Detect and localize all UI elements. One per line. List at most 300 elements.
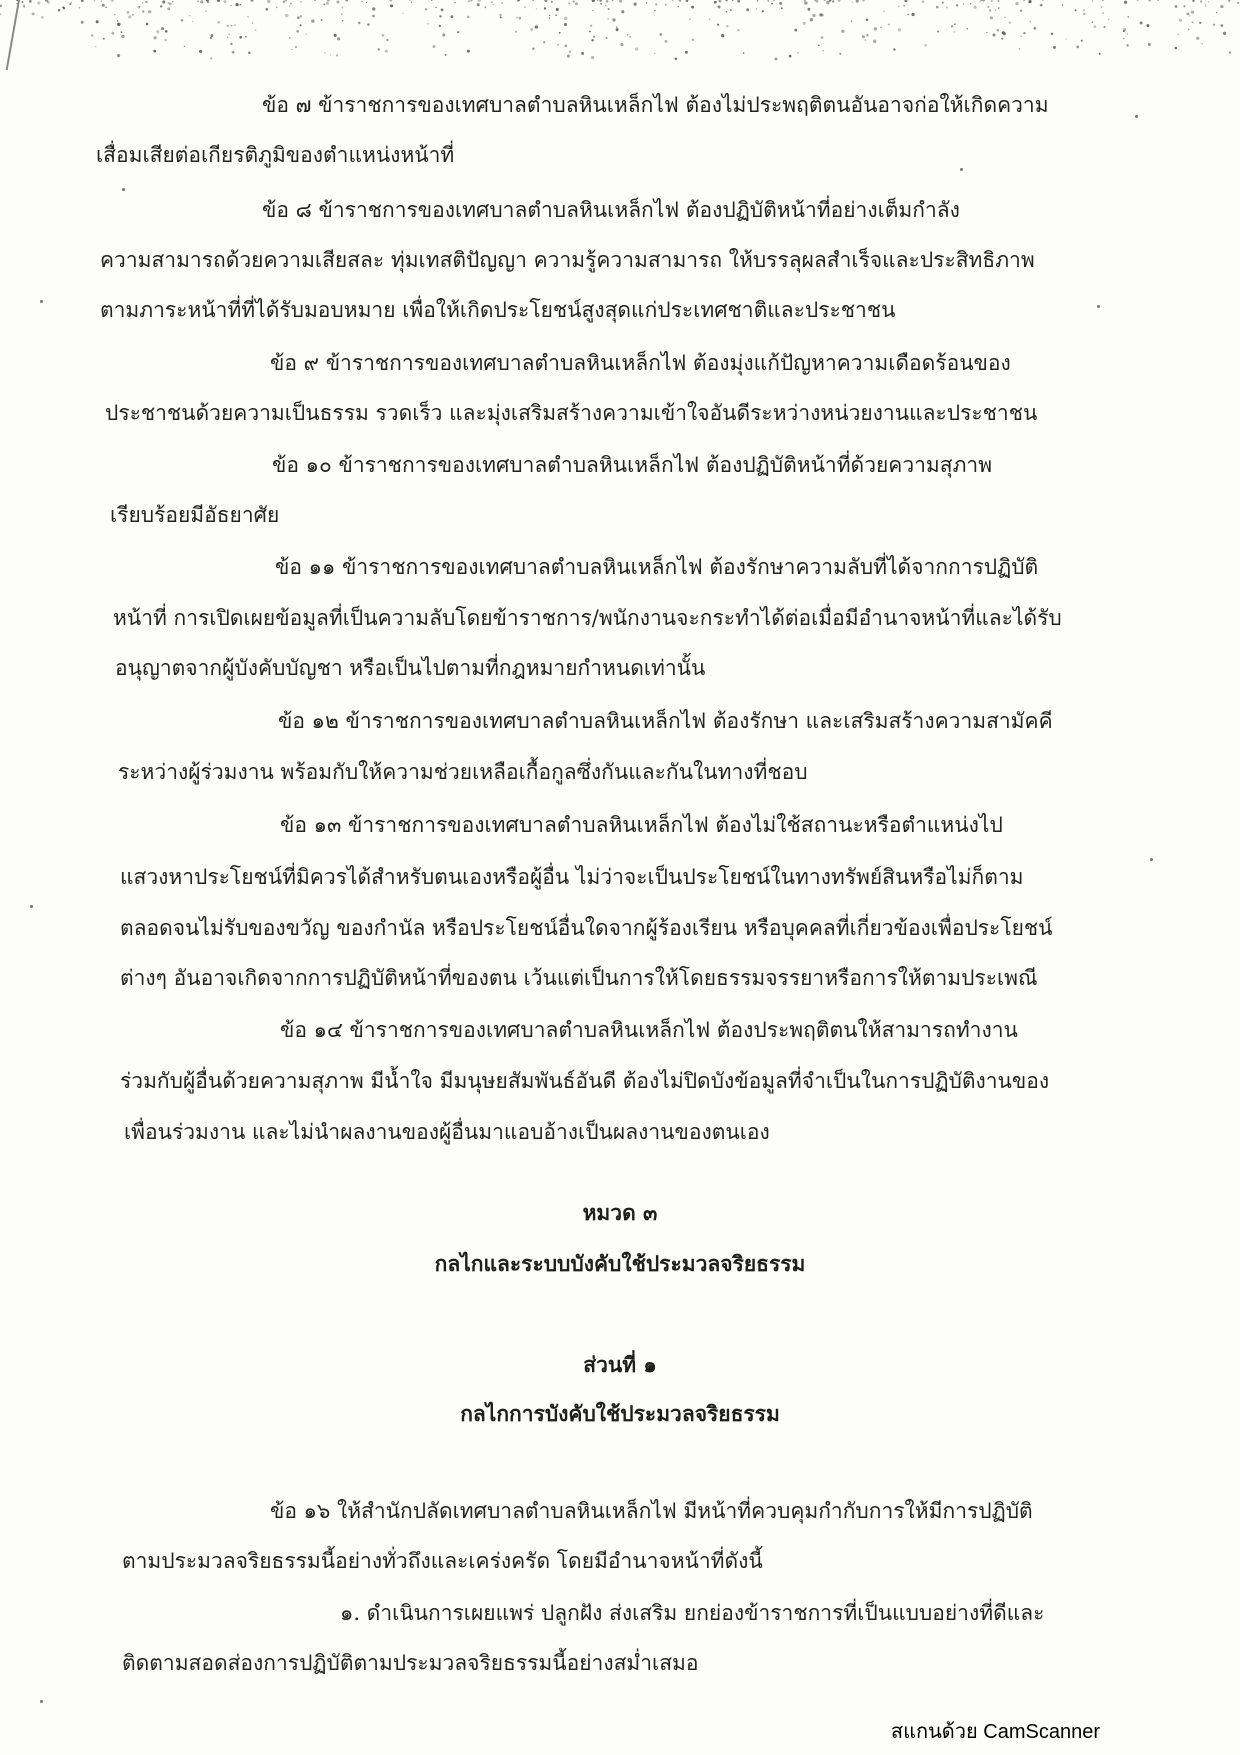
scan-speckle [411, 1, 412, 2]
scan-speckle [605, 5, 606, 6]
scan-speckle [300, 24, 302, 26]
line-23: ตามประมวลจริยธรรมนี้อย่างทั่วถึงและเคร่งครัด โดยมีอำนาจหน้าที่ดังนี้ [122, 1549, 763, 1573]
scan-speckle [803, 22, 806, 25]
scan-speckle [709, 19, 710, 20]
scan-speckle [290, 3, 292, 5]
scan-speckle [425, 8, 427, 10]
scan-speckle [756, 8, 757, 9]
scan-speckle [543, 41, 545, 43]
scan-speckle [232, 51, 235, 54]
scan-speckle [515, 31, 517, 33]
scan-speckle [956, 4, 959, 7]
scan-speckle [880, 27, 881, 28]
scan-speckle [103, 38, 105, 40]
scan-speckle [743, 52, 744, 53]
scan-speckle [442, 34, 445, 37]
scan-speckle [156, 30, 159, 33]
scan-speckle [575, 2, 578, 5]
scan-speckle [532, 0, 533, 1]
scan-speckle [567, 55, 570, 58]
scan-speckle [121, 35, 124, 38]
scan-speckle [1081, 40, 1083, 42]
scan-speckle [300, 1, 302, 3]
scan-speckle [1237, 2, 1239, 4]
scan-speckle [797, 52, 798, 53]
scan-speckle [1015, 2, 1018, 5]
scan-speckle [990, 16, 993, 19]
scan-speckle [1021, 36, 1022, 37]
scan-speckle [1220, 5, 1223, 8]
scan-speckle [91, 34, 94, 37]
scan-speckle [296, 30, 299, 33]
scan-speckle [199, 50, 202, 53]
line-10: ข้อ ๑๑ ข้าราชการของเทศบาลตำบลหินเหล็กไฟ ต้องรักษาความลับที่ได้จากการปฏิบัติ [275, 555, 1039, 579]
scan-speckle [385, 49, 388, 52]
section-heading: ส่วนที่ ๑ [583, 1352, 657, 1377]
scan-speckle [725, 0, 727, 1]
line-9: เรียบร้อยมีอัธยาศัย [110, 503, 280, 527]
scan-speckle [951, 25, 953, 27]
line-22: ข้อ ๑๖ ให้สำนักปลัดเทศบาลตำบลหินเหล็กไฟ มีหน้าที่ควบคุมกำกับการให้มีการปฏิบัติ [270, 1499, 1033, 1523]
scan-dot [1135, 115, 1138, 118]
scan-speckle [883, 11, 885, 13]
scan-speckle [1030, 21, 1031, 22]
scan-speckle [1208, 1, 1209, 2]
line-24: ๑. ดำเนินการเผยแพร่ ปลูกฝัง ส่งเสริม ยกย่องข้าราชการที่เป็นแบบอย่างที่ดีและ [340, 1601, 1045, 1625]
scan-speckle [823, 50, 824, 51]
scan-speckle [973, 6, 976, 9]
scan-speckle [549, 17, 550, 18]
scan-speckle [94, 0, 96, 2]
scan-speckle [1199, 22, 1201, 24]
scan-speckle [500, 16, 502, 18]
scan-speckle [986, 32, 987, 33]
scan-speckle [230, 5, 231, 6]
scan-speckle [635, 47, 638, 50]
scan-speckle [619, 0, 622, 3]
scan-speckle [366, 2, 367, 3]
scan-speckle [852, 1, 853, 2]
scan-speckle [167, 7, 170, 10]
scan-speckle [517, 0, 519, 2]
scan-speckle [184, 46, 185, 47]
line-6: ข้อ ๙ ข้าราชการของเทศบาลตำบลหินเหล็กไฟ ต้องมุ่งแก้ปัญหาความเดือดร้อนของ [270, 351, 1011, 375]
scan-speckle [732, 0, 734, 1]
scan-speckle [781, 7, 783, 9]
scan-speckle [295, 46, 297, 48]
scan-speckle [519, 17, 522, 20]
scan-speckle [839, 53, 841, 55]
scan-speckle [665, 4, 667, 6]
line-4: ความสามารถด้วยความเสียสละ ทุ่มเทสติปัญญา ความรู้ความสามารถ ให้บรรลุผลสำเร็จและประสิทธิภาพ [100, 248, 1035, 272]
scan-speckle [1092, 21, 1094, 23]
scan-speckle [470, 0, 472, 2]
scan-speckle [922, 0, 925, 3]
scan-speckle [675, 58, 678, 61]
scan-speckle [95, 46, 96, 47]
scan-speckle [1140, 22, 1143, 25]
scan-speckle [117, 54, 120, 57]
scan-speckle [832, 0, 834, 2]
scan-speckle [29, 0, 32, 3]
scan-speckle [32, 12, 35, 15]
scan-speckle [165, 30, 168, 33]
scan-speckle [267, 0, 270, 3]
scan-speckle [321, 19, 323, 21]
scan-speckle [737, 0, 740, 3]
scan-speckle [1094, 25, 1097, 28]
scan-speckle [342, 20, 344, 22]
scan-speckle [685, 51, 688, 54]
scan-speckle [556, 8, 559, 11]
scan-speckle [862, 35, 865, 38]
scan-speckle [655, 3, 657, 5]
scan-speckle [138, 6, 141, 9]
chapter-title: กลไกและระบบบังคับใช้ประมวลจริยธรรม [434, 1251, 806, 1276]
scan-speckle [1042, 0, 1044, 1]
scan-speckle [245, 36, 247, 38]
scan-speckle [210, 37, 212, 39]
scan-speckle [564, 17, 567, 20]
scan-speckle [1188, 29, 1190, 31]
scan-speckle [102, 4, 105, 7]
scan-speckle [1148, 43, 1151, 46]
scan-speckle [37, 1, 40, 4]
scan-speckle [441, 8, 444, 11]
scan-speckle [888, 24, 890, 26]
scan-speckle [1175, 5, 1178, 8]
scan-speckle [217, 0, 220, 2]
scan-speckle [457, 31, 459, 33]
scan-speckle [762, 10, 764, 12]
scan-speckle [1019, 48, 1021, 50]
scan-speckle [477, 3, 480, 6]
scan-speckle [730, 9, 732, 11]
scan-speckle [591, 56, 594, 59]
scan-speckle [189, 15, 190, 16]
line-13: ข้อ ๑๒ ข้าราชการของเทศบาลตำบลหินเหล็กไฟ ต้องรักษา และเสริมสร้างความสามัคคี [278, 709, 1053, 733]
scan-speckle [924, 44, 927, 47]
scan-speckle [111, 32, 114, 35]
scan-speckle [555, 14, 557, 16]
scan-speckle [544, 0, 547, 2]
scan-speckle [146, 23, 149, 26]
scan-speckle [499, 14, 502, 17]
scan-speckle [862, 0, 865, 2]
scan-speckle [291, 49, 292, 50]
scan-speckle [160, 5, 162, 7]
line-8: ข้อ ๑๐ ข้าราชการของเทศบาลตำบลหินเหล็กไฟ ต้องปฏิบัติหน้าที่ด้วยความสุภาพ [272, 453, 993, 477]
scan-speckle [390, 4, 393, 7]
scan-speckle [47, 1, 50, 4]
scan-speckle [252, 22, 253, 23]
line-18: ต่างๆ อันอาจเกิดจากการปฏิบัติหน้าที่ของตน เว้นแต่เป็นการให้โดยธรรมจรรยาหรือการให้ตามประเพณี [120, 966, 1038, 990]
scan-speckle [654, 53, 655, 54]
scan-speckle [1051, 33, 1053, 35]
scan-speckle [721, 34, 724, 37]
scan-speckle [692, 39, 694, 41]
scan-speckle [382, 34, 385, 37]
scan-speckle [1101, 6, 1103, 8]
scan-speckle [1034, 27, 1037, 30]
scan-speckle [1196, 37, 1199, 40]
scan-speckle [524, 6, 525, 7]
scan-speckle [1157, 0, 1159, 1]
scan-speckle [1223, 32, 1226, 35]
scan-speckle [402, 13, 403, 14]
scan-speckle [620, 43, 623, 46]
scan-speckle [227, 37, 228, 38]
scan-speckle [1023, 32, 1025, 34]
scan-speckle [779, 2, 782, 5]
scan-speckle [573, 0, 575, 2]
scan-speckle [536, 8, 537, 9]
scan-speckle [117, 23, 120, 26]
scan-speckle [768, 1, 769, 2]
scan-speckle [1065, 38, 1066, 39]
scan-speckle [1183, 5, 1185, 7]
scan-speckle [142, 10, 144, 12]
scan-speckle [101, 0, 103, 2]
scan-speckle [612, 0, 614, 1]
scan-speckle [289, 37, 291, 39]
scan-speckle [557, 44, 559, 46]
scan-speckle [255, 29, 257, 31]
scan-speckle [717, 24, 719, 26]
scan-speckle [439, 15, 441, 17]
scan-speckle [181, 19, 183, 21]
scan-speckle [907, 14, 909, 16]
scan-speckle [998, 7, 1000, 9]
scan-speckle [821, 14, 824, 17]
scan-speckle [389, 0, 392, 2]
scan-speckle [1146, 24, 1149, 27]
scan-speckle [327, 0, 330, 2]
scan-speckle [1191, 10, 1194, 13]
line-21: เพื่อนร่วมงาน และไม่นำผลงานของผู้อื่นมาแอบอ้างเป็นผลงานของตนเอง [124, 1120, 770, 1144]
scan-speckle [568, 2, 570, 4]
scan-speckle [937, 30, 939, 32]
scan-speckle [726, 25, 728, 27]
scan-speckle [240, 4, 242, 6]
scan-speckle [1221, 24, 1224, 27]
scan-speckle [757, 0, 759, 2]
scan-speckle [297, 16, 300, 19]
scan-speckle [954, 23, 956, 25]
scan-speckle [606, 37, 608, 39]
scan-speckle [435, 7, 436, 8]
scan-speckle [336, 0, 339, 3]
scan-speckle [234, 24, 236, 26]
scan-speckle [361, 1, 363, 3]
line-20: ร่วมกับผู้อื่นด้วยความสุภาพ มีน้ำใจ มีมนุษยสัมพันธ์อันดี ต้องไม่ปิดบังข้อมูลที่จำเป็นในการปฏิบัติงานของ [120, 1069, 1050, 1093]
scan-speckle [874, 27, 877, 30]
line-11: หน้าที่ การเปิดเผยข้อมูลที่เป็นความลับโดยข้าราชการ/พนักงานจะกระทำได้ต่อเมื่อมีอำนาจหน้าที่และได้รับ [113, 606, 1062, 630]
scan-speckle [1023, 0, 1025, 1]
section-title: กลไกการบังคับใช้ประมวลจริยธรรม [460, 1401, 780, 1426]
scan-speckle [904, 0, 907, 2]
line-16: แสวงหาประโยชน์ที่มิควรได้สำหรับตนเองหรือผู้อื่น ไม่ว่าจะเป็นประโยชน์ในทางทรัพย์สินหรือไม่ก็ตาม [120, 865, 1024, 889]
scan-speckle [621, 10, 624, 13]
scan-speckle [873, 40, 876, 43]
scan-speckle [1053, 46, 1056, 49]
scan-speckle [1179, 19, 1182, 22]
scan-speckle [590, 25, 592, 27]
scan-dot [40, 300, 43, 303]
scan-speckle [247, 16, 249, 18]
scan-speckle [467, 50, 470, 53]
scan-speckle [431, 0, 433, 1]
scan-speckle-noise [0, 0, 1240, 80]
scan-speckle [367, 23, 370, 26]
scan-speckle [592, 10, 593, 11]
scan-speckle [386, 39, 388, 41]
scan-speckle [612, 18, 615, 21]
scan-speckle [105, 6, 107, 8]
scan-speckle [81, 21, 84, 24]
scan-speckle [816, 0, 819, 3]
scan-speckle [1123, 28, 1126, 31]
scan-speckle [774, 57, 777, 60]
scan-speckle [289, 5, 290, 6]
scan-speckle [1200, 0, 1202, 2]
scan-speckle [591, 39, 593, 41]
scan-speckle [866, 19, 869, 22]
scan-speckle [898, 28, 901, 31]
scan-speckle [589, 31, 591, 33]
scan-speckle [607, 18, 608, 19]
scan-speckle [326, 2, 329, 5]
scan-speckle [285, 14, 288, 17]
scan-speckle [821, 36, 824, 39]
scan-dot [30, 905, 33, 908]
scan-speckle [530, 28, 533, 31]
scan-speckle [616, 28, 619, 31]
scan-speckle [1102, 0, 1104, 1]
scan-speckle [714, 1, 717, 4]
scan-speckle [954, 31, 956, 33]
scan-speckle [569, 50, 572, 53]
scan-speckle [1127, 16, 1129, 18]
scan-dot [1097, 305, 1100, 308]
scan-speckle [646, 2, 647, 3]
line-1: ข้อ ๗ ข้าราชการของเทศบาลตำบลหินเหล็กไฟ ต้องไม่ประพฤติตนอันอาจก่อให้เกิดความ [262, 93, 1049, 117]
scan-speckle [111, 0, 114, 2]
scan-speckle [678, 6, 680, 8]
scan-speckle [324, 52, 326, 54]
scan-speckle [564, 23, 567, 26]
scan-speckle [377, 48, 380, 51]
scan-speckle [856, 0, 859, 3]
scan-dot [960, 168, 963, 171]
scan-speckle [372, 7, 375, 10]
scan-speckle [996, 29, 999, 32]
scanner-watermark: สแกนด้วย CamScanner [890, 1721, 1100, 1743]
scan-speckle [197, 0, 199, 2]
scan-speckle [629, 36, 630, 37]
scan-speckle [1083, 13, 1086, 16]
scan-dot [122, 188, 125, 191]
scan-speckle [153, 50, 156, 53]
scan-speckle [810, 18, 813, 21]
scan-speckle [1228, 0, 1230, 2]
scan-speckle [146, 1, 148, 3]
scan-speckle [970, 3, 971, 4]
scan-speckle [851, 21, 852, 22]
scan-speckle [593, 36, 595, 38]
scan-speckle [484, 6, 486, 8]
scan-speckle [205, 10, 207, 12]
scan-speckle [1229, 51, 1231, 53]
scan-speckle [866, 34, 868, 36]
scan-speckle [1040, 4, 1043, 7]
scan-speckle [824, 0, 826, 1]
scan-speckle [265, 8, 268, 11]
scan-speckle [1137, 0, 1139, 1]
scan-speckle [966, 28, 968, 30]
scan-speckle [24, 6, 26, 8]
scan-speckle [998, 0, 1000, 2]
scan-speckle [341, 13, 343, 15]
scan-speckle [468, 0, 470, 2]
scan-speckle [679, 0, 682, 2]
scan-speckle [207, 1, 209, 3]
line-7: ประชาชนด้วยความเป็นธรรม รวดเร็ว และมุ่งเสริมสร้างความเข้าใจอันดีระหว่างหน่วยงานและประชาชน [105, 401, 1038, 425]
scan-speckle [903, 5, 905, 7]
scan-speckle [492, 4, 493, 5]
scan-speckle [581, 52, 584, 55]
scan-speckle [608, 8, 610, 10]
scan-speckle [794, 29, 797, 32]
scan-speckle [1075, 9, 1077, 11]
scan-speckle [1004, 16, 1006, 18]
scan-speckle [565, 44, 568, 47]
scan-speckle [478, 0, 481, 2]
scan-speckle [1216, 12, 1217, 13]
scan-speckle [192, 21, 193, 22]
scan-speckle [1102, 12, 1104, 14]
scan-speckle [235, 3, 238, 6]
scan-speckle [982, 0, 985, 1]
line-19: ข้อ ๑๔ ข้าราชการของเทศบาลตำบลหินเหล็กไฟ ต้องประพฤติตนให้สามารถทำงาน [280, 1018, 1018, 1042]
scan-speckle [597, 0, 599, 1]
scan-speckle [911, 13, 914, 16]
scan-speckle [121, 31, 123, 33]
scan-speckle [936, 6, 939, 9]
scan-dot [40, 1700, 43, 1703]
scan-speckle [162, 1, 165, 4]
scan-speckle [616, 26, 618, 28]
scan-speckle [250, 0, 253, 2]
scan-speckle [559, 32, 561, 34]
scan-speckle [606, 0, 609, 3]
scan-speckle [172, 1, 173, 2]
scan-speckle [230, 43, 232, 45]
scan-speckle [427, 23, 428, 24]
scan-speckle [439, 25, 441, 27]
scan-speckle [659, 33, 662, 36]
scan-speckle [551, 1, 553, 3]
scan-speckle [1192, 0, 1194, 2]
scan-speckle [1213, 24, 1215, 26]
scan-speckle [358, 22, 360, 24]
scan-speckle [1020, 9, 1023, 12]
scan-speckle [62, 6, 64, 8]
scan-speckle [838, 0, 841, 2]
scan-speckle [1189, 15, 1190, 16]
scan-speckle [314, 0, 315, 1]
scan-speckle [445, 54, 447, 56]
